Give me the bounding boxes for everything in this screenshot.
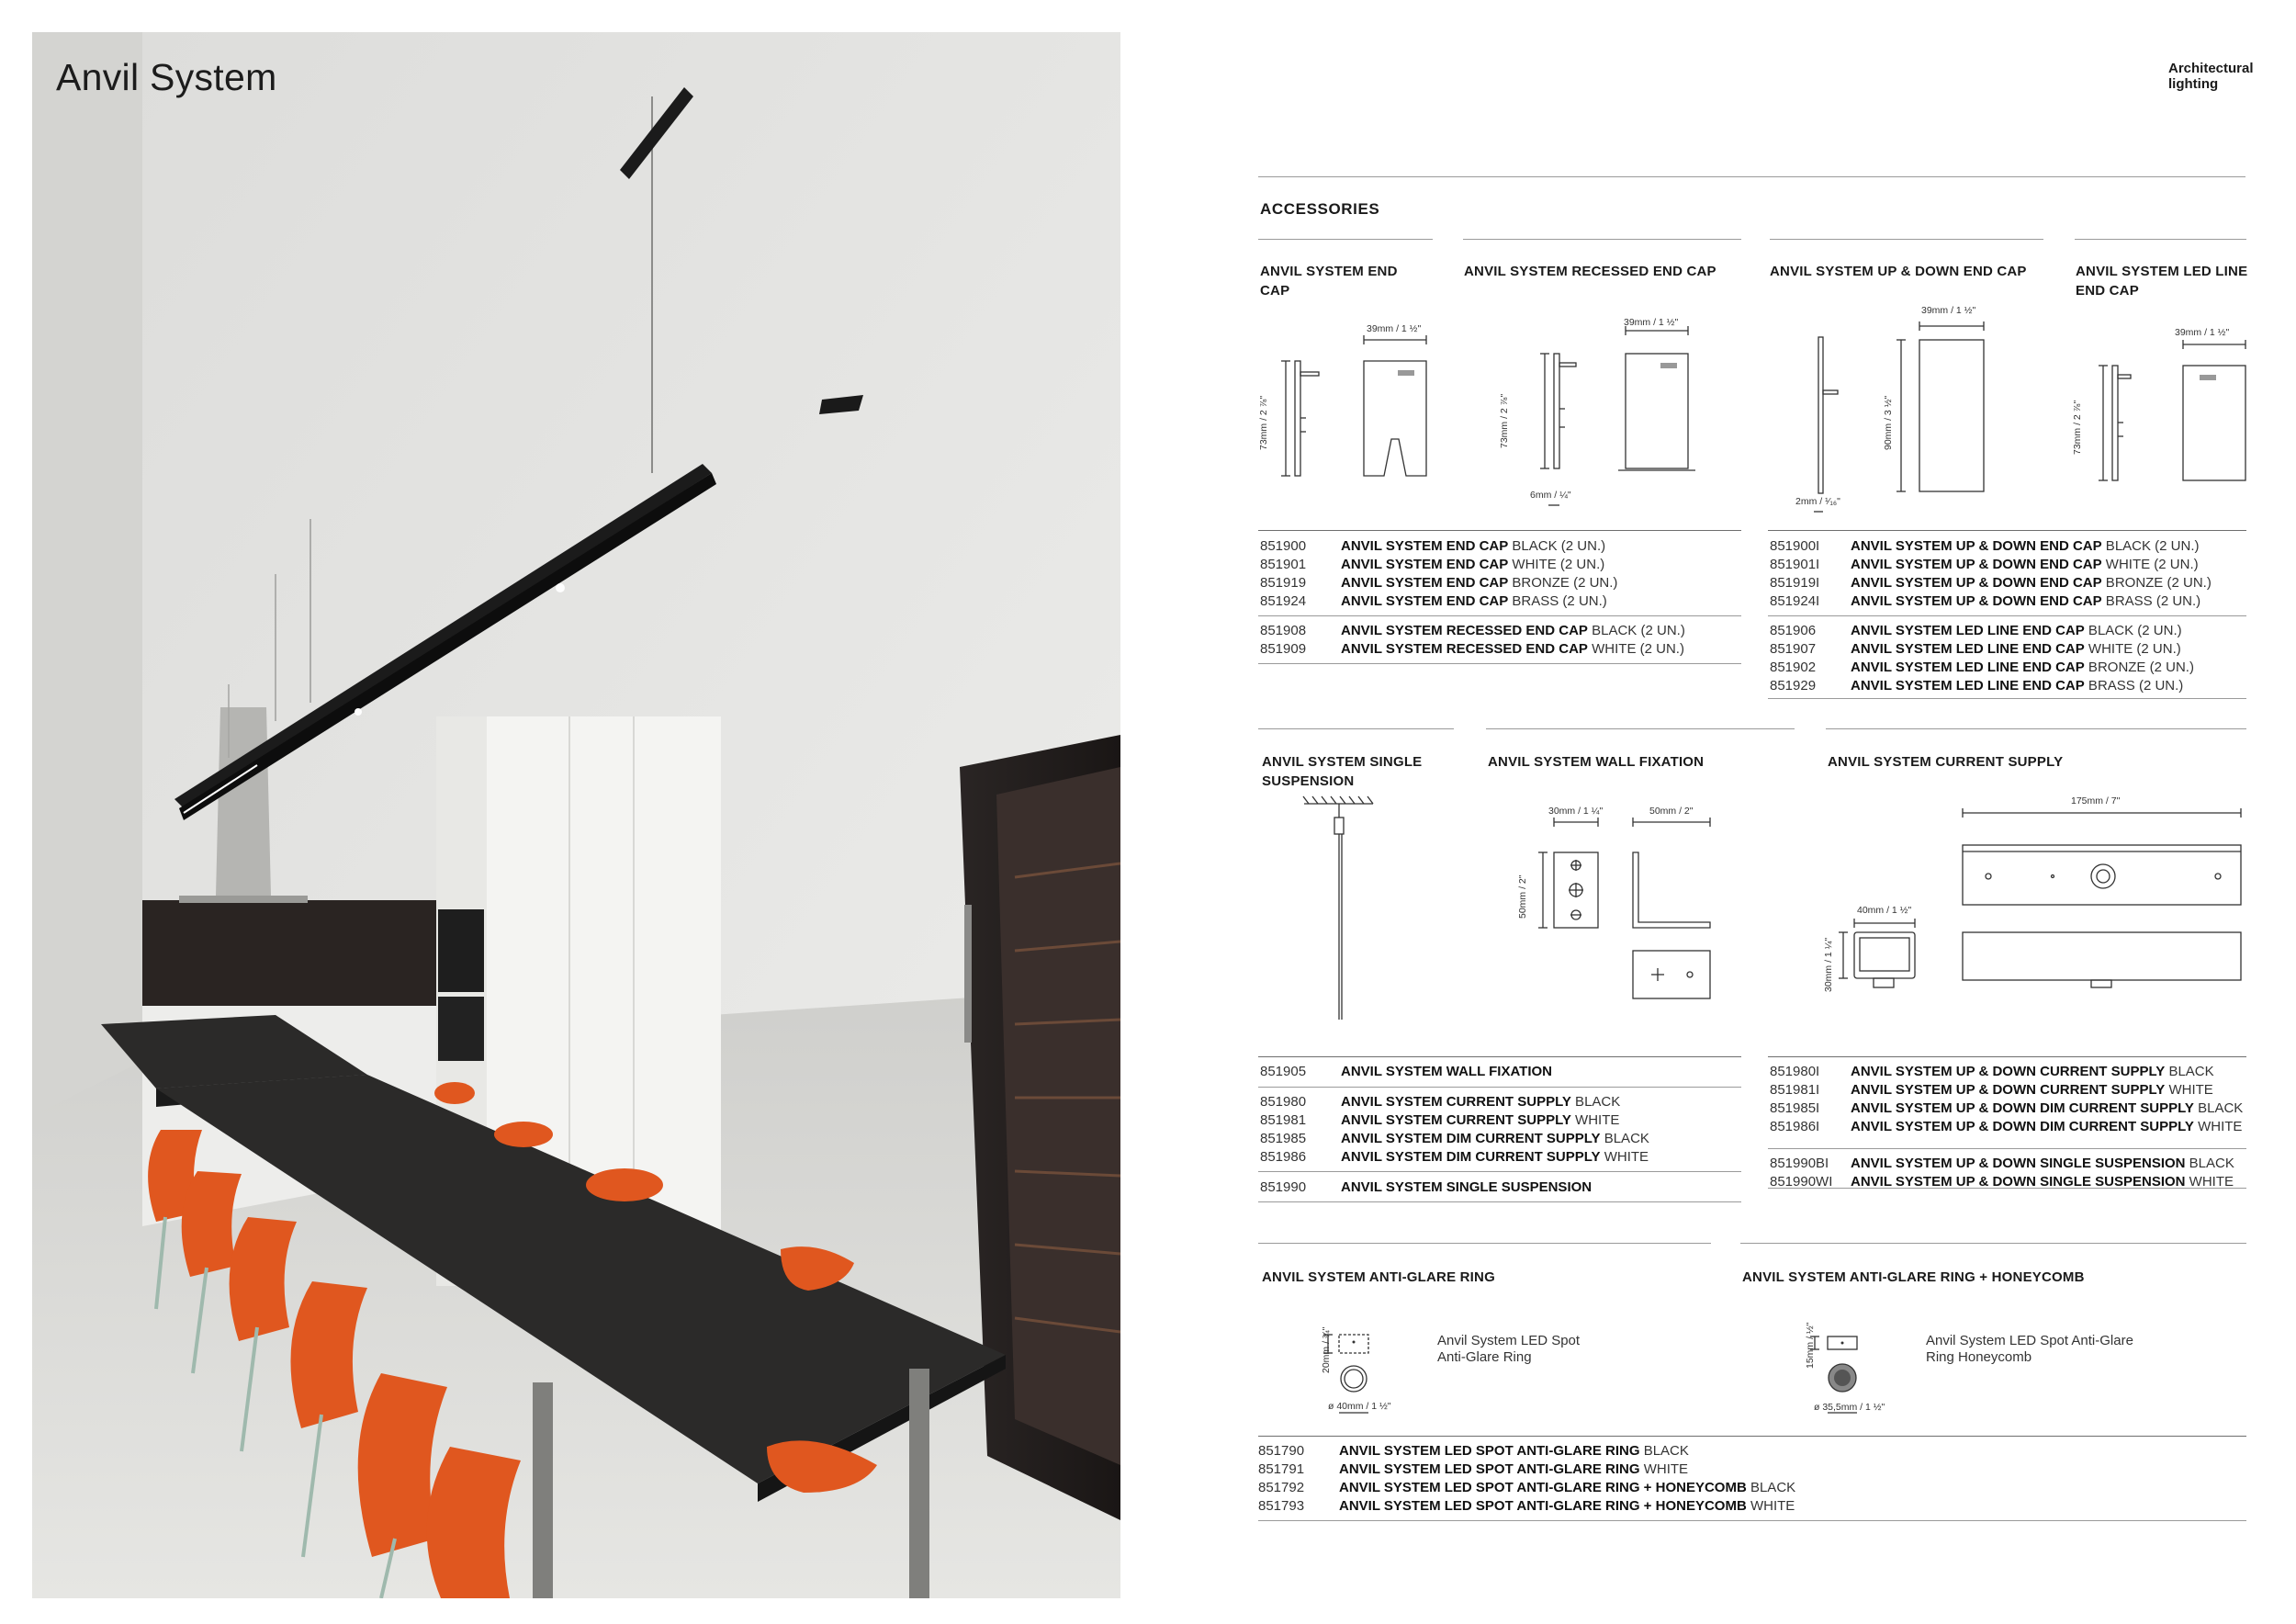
divider [1258,1087,1741,1088]
divider [1486,728,1795,729]
dim-label: 30mm / 1 ¼" [1548,806,1604,817]
dim-label: 39mm / 1 ½" [1921,305,1976,316]
product-name: ANVIL SYSTEM LED SPOT ANTI-GLARE RING + HONEYCOMB BLACK [1339,1480,1796,1495]
product-name: ANVIL SYSTEM RECESSED END CAP WHITE (2 UN.) [1341,641,1684,657]
product-name: ANVIL SYSTEM LED LINE END CAP BRONZE (2 UN.) [1851,660,2194,675]
list-item [1260,1063,1552,1081]
product-code: 851901I [1770,557,1820,572]
dim-label: 73mm / 2 ⅞" [1499,393,1510,448]
heading-wall-fixation: ANVIL SYSTEM WALL FIXATION [1488,754,1705,770]
dim-label: 30mm / 1 ¼" [1823,937,1834,992]
divider [1826,728,2246,729]
product-name: ANVIL SYSTEM END CAP BRASS (2 UN.) [1341,593,1607,609]
end-cap-drawing [1260,317,1444,487]
product-variant: WHITE [1746,1498,1795,1514]
product-name: ANVIL SYSTEM SINGLE SUSPENSION [1341,1179,1593,1195]
list-item [1258,1497,1795,1516]
list-item [1260,537,1617,556]
divider [1768,615,2246,616]
heading-single-suspension: ANVIL SYSTEM SINGLE SUSPENSION [1262,754,1423,789]
product-code: 851981I [1770,1082,1820,1098]
product-name: ANVIL SYSTEM END CAP WHITE (2 UN.) [1341,557,1605,572]
list-item [1770,574,2212,592]
product-name: ANVIL SYSTEM UP & DOWN CURRENT SUPPLY WHITE [1851,1082,2213,1098]
list-item [1770,556,2212,574]
product-code: 851905 [1260,1064,1307,1079]
product-name: ANVIL SYSTEM CURRENT SUPPLY WHITE [1341,1112,1620,1128]
list-item [1258,1460,1795,1479]
product-variant: WHITE (2 UN.) [1587,641,1684,657]
list-item [1260,640,1685,659]
updown-end-cap-drawing [1791,308,2020,519]
product-variant: WHITE [2165,1082,2213,1098]
section-title: ACCESSORIES [1260,200,1380,218]
product-name: ANVIL SYSTEM LED SPOT ANTI-GLARE RING + HONEYCOMB WHITE [1339,1498,1795,1514]
product-name: ANVIL SYSTEM RECESSED END CAP BLACK (2 UN.) [1341,623,1685,638]
led-line-end-cap-drawing [2076,321,2255,487]
divider [1258,1056,1741,1057]
divider [1258,1171,1741,1172]
heading-end-cap: ANVIL SYSTEM END CAP [1260,264,1398,299]
heading-anti-glare-ring: ANVIL SYSTEM ANTI-GLARE RING [1262,1269,1495,1285]
brand-label [2168,61,2254,92]
product-code: 851908 [1260,623,1307,638]
divider [1768,698,2246,699]
dim-label: 20mm / ¾" [1321,1326,1332,1373]
anti-glare-honeycomb-description: Anvil System LED Spot Anti-Glare Ring Honeycomb [1926,1333,2133,1365]
code-list [1770,537,2212,611]
product-code: 851924 [1260,593,1307,609]
dim-label: 50mm / 2" [1517,874,1528,919]
divider [1258,663,1741,664]
product-name: ANVIL SYSTEM UP & DOWN CURRENT SUPPLY BLACK [1851,1064,2214,1079]
current-supply-drawing [1823,795,2245,1001]
dim-label: 39mm / 1 ½" [1367,323,1422,334]
divider [1258,530,1741,531]
divider [1740,1243,2246,1244]
product-code: 851919 [1260,575,1307,591]
dim-label: 6mm / ¼" [1530,490,1571,501]
list-item [1770,1155,2234,1173]
divider [1258,1436,2246,1437]
heading-anti-glare-honeycomb: ANVIL SYSTEM ANTI-GLARE RING + HONEYCOMB [1742,1269,2085,1285]
code-list [1260,1179,1592,1197]
product-variant: WHITE (2 UN.) [1508,557,1605,572]
list-item [1770,640,2194,659]
code-list [1258,1442,1795,1516]
product-variant: BRONZE (2 UN.) [2101,575,2212,591]
product-variant: BLACK [1600,1131,1649,1146]
list-item [1770,592,2212,611]
product-variant: BLACK (2 UN.) [2101,538,2200,554]
list-item [1260,1111,1649,1130]
list-item [1770,659,2194,677]
recessed-end-cap-drawing [1497,312,1727,510]
product-name: ANVIL SYSTEM END CAP BRONZE (2 UN.) [1341,575,1618,591]
product-variant: BLACK [1639,1443,1689,1459]
dim-label: ø 40mm / 1 ½" [1328,1401,1391,1412]
code-list [1770,1063,2243,1136]
product-name: ANVIL SYSTEM WALL FIXATION [1341,1064,1553,1079]
product-name: ANVIL SYSTEM END CAP BLACK (2 UN.) [1341,538,1606,554]
product-code: 851901 [1260,557,1307,572]
product-name: ANVIL SYSTEM LED SPOT ANTI-GLARE RING WHITE [1339,1461,1689,1477]
product-variant: WHITE [1600,1149,1649,1165]
product-variant: BLACK [2185,1156,2234,1171]
product-code: 851909 [1260,641,1307,657]
code-list [1260,1093,1649,1167]
product-code: 851990BI [1770,1156,1829,1171]
heading-updown-end-cap: ANVIL SYSTEM UP & DOWN END CAP [1770,264,2027,279]
brand-line-2: lighting [2168,76,2219,92]
list-item [1258,1479,1795,1497]
divider [1258,1243,1711,1244]
divider [1768,1056,2246,1057]
product-code: 851990 [1260,1179,1307,1195]
page-title: Anvil System [56,56,277,98]
product-code: 851985I [1770,1100,1820,1116]
product-code: 851986 [1260,1149,1307,1165]
product-variant: WHITE [2185,1174,2234,1190]
product-code: 851790 [1258,1443,1305,1459]
product-code: 851980 [1260,1094,1307,1110]
product-name: ANVIL SYSTEM LED LINE END CAP BLACK (2 UN.) [1851,623,2182,638]
list-item [1770,1063,2243,1081]
divider [1770,239,2043,240]
product-name: ANVIL SYSTEM UP & DOWN SINGLE SUSPENSION BLACK [1851,1156,2234,1171]
product-name: ANVIL SYSTEM UP & DOWN DIM CURRENT SUPPLY WHITE [1851,1119,2243,1134]
product-name: ANVIL SYSTEM UP & DOWN DIM CURRENT SUPPLY BLACK [1851,1100,2244,1116]
list-item [1260,1179,1592,1197]
list-item [1260,622,1685,640]
product-code: 851924I [1770,593,1820,609]
product-variant: BLACK [1570,1094,1621,1110]
product-variant: BLACK [2193,1100,2244,1116]
dim-label: ø 35,5mm / 1 ½" [1814,1402,1885,1413]
product-variant: BRASS (2 UN.) [2101,593,2201,609]
product-code: 851791 [1258,1461,1305,1477]
product-name: ANVIL SYSTEM UP & DOWN END CAP BLACK (2 UN.) [1851,538,2200,554]
product-name: ANVIL SYSTEM LED LINE END CAP WHITE (2 UN.) [1851,641,2181,657]
product-name: ANVIL SYSTEM UP & DOWN SINGLE SUSPENSION WHITE [1851,1174,2234,1190]
product-variant: WHITE (2 UN.) [2101,557,2199,572]
divider [1463,239,1741,240]
list-item [1260,1148,1649,1167]
brand-line-1: Architectural [2168,61,2254,76]
product-code: 851985 [1260,1131,1307,1146]
heading-recessed-end-cap: ANVIL SYSTEM RECESSED END CAP [1464,264,1716,279]
product-code: 851986I [1770,1119,1820,1134]
single-suspension-drawing [1300,795,1401,1033]
list-item [1260,1130,1649,1148]
product-code: 851990WI [1770,1174,1833,1190]
list-item [1770,1081,2243,1100]
divider [1768,1148,2246,1149]
wall-fixation-drawing [1515,808,1727,1006]
divider [1258,1520,2246,1521]
dim-label: 39mm / 1 ½" [1624,317,1679,328]
product-code: 851907 [1770,641,1817,657]
product-name: ANVIL SYSTEM DIM CURRENT SUPPLY BLACK [1341,1131,1649,1146]
list-item [1260,1093,1649,1111]
dim-label: 2mm / ¹⁄₁₆" [1795,496,1840,507]
dim-label: 40mm / 1 ½" [1857,905,1912,916]
list-item [1260,592,1617,611]
product-code: 851793 [1258,1498,1305,1514]
list-item [1770,622,2194,640]
product-code: 851906 [1770,623,1817,638]
divider [1258,239,1433,240]
product-variant: BLACK [2165,1064,2214,1079]
list-item [1770,1173,2234,1191]
product-code: 851792 [1258,1480,1305,1495]
heading-led-line-end-cap: ANVIL SYSTEM LED LINE END CAP [2076,264,2248,299]
dim-label: 39mm / 1 ½" [2175,327,2230,338]
product-code: 851900 [1260,538,1307,554]
product-code: 851902 [1770,660,1817,675]
product-variant: BLACK [1746,1480,1796,1495]
product-variant: WHITE [1570,1112,1620,1128]
code-list [1260,622,1685,659]
list-item [1258,1442,1795,1460]
product-variant: BRASS (2 UN.) [1508,593,1607,609]
list-item [1260,556,1617,574]
code-list [1260,1063,1552,1081]
product-variant: BRASS (2 UN.) [2084,678,2184,694]
product-variant: BRONZE (2 UN.) [1508,575,1618,591]
divider [1258,615,1741,616]
product-name: ANVIL SYSTEM DIM CURRENT SUPPLY WHITE [1341,1149,1649,1165]
product-code: 851919I [1770,575,1820,591]
dim-label: 50mm / 2" [1649,806,1694,817]
product-name: ANVIL SYSTEM UP & DOWN END CAP WHITE (2 UN.) [1851,557,2199,572]
divider [1768,1188,2246,1189]
product-variant: BLACK (2 UN.) [2084,623,2182,638]
anti-glare-description: Anvil System LED Spot Anti-Glare Ring [1437,1333,1581,1365]
product-name: ANVIL SYSTEM UP & DOWN END CAP BRONZE (2 UN.) [1851,575,2212,591]
divider [2075,239,2246,240]
product-variant: BRONZE (2 UN.) [2084,660,2194,675]
list-item [1770,1100,2243,1118]
divider [1768,530,2246,531]
product-code: 851980I [1770,1064,1820,1079]
divider [1258,1201,1741,1202]
divider [1258,176,2245,177]
kitchen-scene-illustration [32,32,1120,1598]
list-item [1770,537,2212,556]
dim-label: 73mm / 2 ⅞" [2072,400,2083,455]
product-name: ANVIL SYSTEM LED LINE END CAP BRASS (2 UN.) [1851,678,2184,694]
dim-label: 175mm / 7" [2071,795,2121,806]
heading-current-supply: ANVIL SYSTEM CURRENT SUPPLY [1828,754,2064,770]
product-variant: BLACK (2 UN.) [1587,623,1685,638]
product-code: 851981 [1260,1112,1307,1128]
product-variant: WHITE [2193,1119,2243,1134]
list-item [1770,1118,2243,1136]
product-code: 851929 [1770,678,1817,694]
code-list [1770,622,2194,695]
hero-photo [32,32,1120,1598]
list-item [1770,677,2194,695]
code-list [1260,537,1617,611]
dim-label: 15mm / ½" [1805,1322,1816,1369]
divider [1258,728,1454,729]
product-variant: WHITE [1639,1461,1689,1477]
product-variant: BLACK (2 UN.) [1508,538,1606,554]
list-item [1260,574,1617,592]
code-list [1770,1155,2234,1191]
product-variant: WHITE (2 UN.) [2084,641,2181,657]
product-name: ANVIL SYSTEM UP & DOWN END CAP BRASS (2 UN.) [1851,593,2201,609]
product-name: ANVIL SYSTEM LED SPOT ANTI-GLARE RING BLACK [1339,1443,1689,1459]
dim-label: 73mm / 2 ⅞" [1258,395,1269,450]
product-code: 851900I [1770,538,1820,554]
dim-label: 90mm / 3 ½" [1883,395,1894,450]
product-name: ANVIL SYSTEM CURRENT SUPPLY BLACK [1341,1094,1621,1110]
